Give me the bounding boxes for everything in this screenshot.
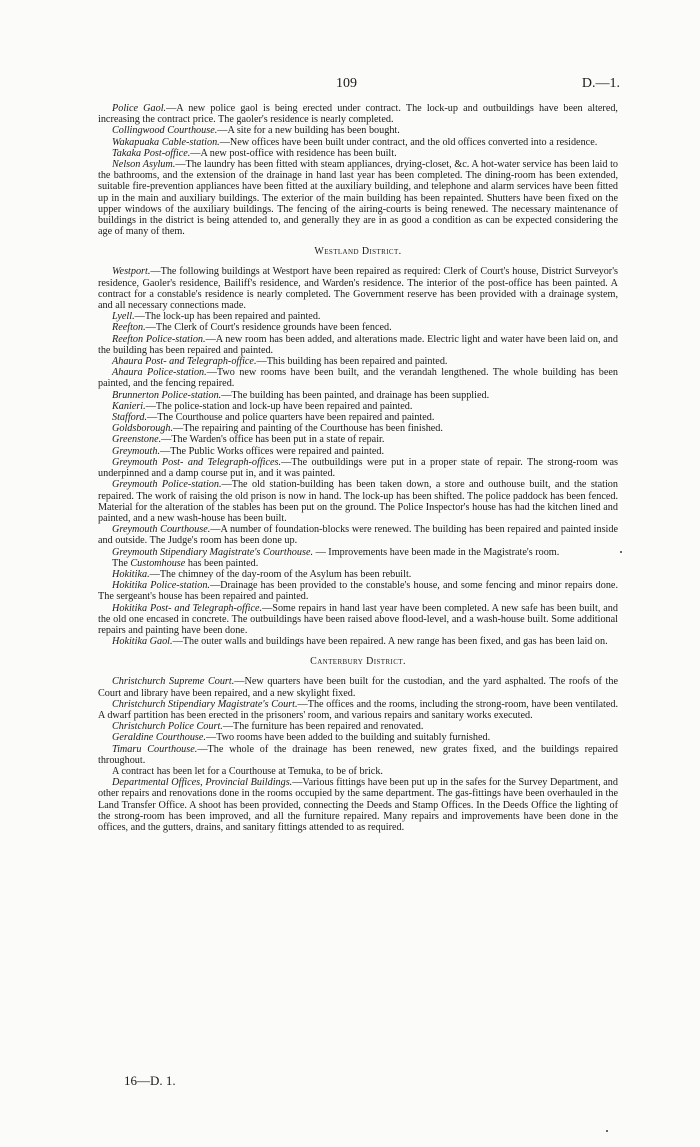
- entry-heading: Goldsborough.: [112, 423, 174, 435]
- entry-text: —The whole of the drainage has been renewed, new grates fixed, and the buildings repaired throughout.: [98, 743, 618, 766]
- entry-text: —The building has been painted, and drainage has been supplied.: [221, 389, 490, 401]
- document-body: [98, 103, 618, 833]
- entry-text: —Drainage has been provided to the constable's house, and some fencing and minor repairs done. The sergeant's house has been repaired and painted.: [98, 580, 618, 603]
- entry-heading: Hokitika.: [112, 568, 150, 580]
- entry-text: —The Warden's office has been put in a state of repair.: [161, 434, 385, 446]
- paragraph-entry: [98, 356, 618, 367]
- entry-heading: Greymouth Courthouse.: [112, 524, 211, 536]
- entry-text: —New offices have been built under contract, and the old offices converted into a residence.: [219, 136, 598, 148]
- paragraph-entry: [98, 390, 618, 401]
- entry-text: —Two new rooms have been built, and the verandah lengthened. The whole building has been painted, and the fencing repaired.: [98, 367, 618, 390]
- entry-heading: Kanieri.: [112, 400, 146, 412]
- paragraph-entry: [98, 148, 618, 159]
- canterbury-heading: Canterbury District.: [310, 656, 406, 668]
- paragraph-entry: [98, 446, 618, 457]
- entry-text: —The chimney of the day-room of the Asylum has been rebuilt.: [149, 568, 412, 580]
- entry-heading: Greymouth Stipendiary Magistrate's Courthouse.: [112, 546, 314, 558]
- entry-heading: Timaru Courthouse.: [112, 743, 198, 755]
- paragraph-entry: [98, 766, 618, 777]
- entry-heading: Christchurch Stipendiary Magistrate's Court.: [112, 698, 298, 710]
- paragraph-entry: [98, 580, 618, 602]
- entry-heading: Police Gaol.: [112, 103, 167, 114]
- entry-heading: Greymouth Post- and Telegraph-offices.: [112, 456, 282, 468]
- entry-heading: Collingwood Courthouse.: [112, 125, 218, 137]
- westland-heading: Westland District.: [314, 246, 402, 258]
- entry-heading: Wakapuaka Cable-station.: [112, 136, 220, 148]
- entry-heading: Greenstone.: [112, 434, 162, 446]
- entry-text: —The Public Works offices were repaired and painted.: [160, 445, 384, 457]
- paragraph-entry: [98, 732, 618, 743]
- entry-text: —Various fittings have been put up in the safes for the Survey Department, and other repairs and renovations done in the rooms occupied by the same department. The gas-fittings have been overhauled in the Land Transfer Office. A shoot has been provided, connecting the Deeds and Stamp Offices. In the Deeds Office the lighting of the strong-room has been improved, and all the furniture repaired. Many repairs and improvements have been done in the offices, and the gutters, drains, and sanitary fittings attended to as required.: [98, 777, 618, 833]
- entry-heading: Hokitika Gaol.: [112, 636, 173, 648]
- entry-text: —The furniture has been repaired and renovated.: [222, 721, 424, 733]
- entry-text: —The outer walls and buildings have been repaired. A new range has been fixed, and gas has been laid on.: [172, 636, 608, 648]
- entry-heading: Customhouse: [130, 557, 186, 569]
- paragraph-entry: [98, 721, 618, 732]
- paragraph-entry: [98, 558, 618, 569]
- entry-heading: Geraldine Courthouse.: [112, 732, 206, 744]
- paragraph-entry: [98, 103, 618, 125]
- paragraph-entry: [98, 524, 618, 546]
- entry-text: —The Courthouse and police quarters have been repaired and painted.: [147, 412, 435, 424]
- entry-heading: Greymouth Police-station.: [112, 479, 222, 491]
- entry-text: —New quarters have been built for the custodian, and the yard asphalted. The roofs of the Court and library have been repaired, and a new skylight fixed.: [98, 676, 619, 699]
- entry-text: —Two rooms have been added to the building and suitably furnished.: [205, 732, 491, 744]
- entry-heading: Nelson Asylum.: [112, 159, 176, 171]
- paragraph-entry: [98, 322, 618, 333]
- entry-text: —This building has been repaired and painted.: [256, 356, 448, 368]
- entry-text: —The outbuildings were put in a proper state of repair. The strong-room was underpinned and a damp course put in, and it was painted.: [98, 456, 618, 480]
- paragraph-entry: [98, 334, 618, 356]
- paragraph-entry: [98, 412, 618, 423]
- paragraph-entry: [98, 125, 618, 136]
- paragraph-entry: [98, 159, 618, 237]
- entry-heading: Takaka Post-office.: [112, 147, 191, 159]
- page-number: 109: [336, 76, 357, 91]
- entry-text: —The police-station and lock-up have been repaired and painted.: [145, 400, 413, 412]
- paragraph-entry: [98, 479, 618, 524]
- entry-text: —A new police gaol is being erected under contract. The lock-up and outbuildings have been altered, increasing the contract price. The gaoler's residence is nearly completed.: [98, 103, 618, 126]
- paragraph-entry: [98, 777, 618, 833]
- entry-heading: Stafford.: [112, 412, 147, 424]
- print-speck: [606, 1130, 608, 1132]
- entry-heading: Reefton.: [112, 322, 146, 334]
- entry-text: has been painted.: [185, 557, 259, 569]
- paragraph-entry: [98, 311, 618, 322]
- paragraph-entry: [98, 401, 618, 412]
- entry-heading: Westport.: [112, 266, 151, 278]
- entry-text: —The offices and the rooms, including the strong-room, have been ventilated. A dwarf partition has been erected in the prisoners' room, and various repairs and sanitary works executed.: [98, 698, 618, 721]
- paragraph-entry: [98, 636, 618, 647]
- paragraph-entry: [98, 137, 618, 148]
- entry-text: —The lock-up has been repaired and painted.: [134, 311, 321, 323]
- entry-prefix: The: [112, 557, 131, 569]
- paragraph-entry: [98, 367, 618, 389]
- document-reference: D.—1.: [581, 76, 620, 91]
- entry-text: —A new post-office with residence has been built.: [190, 147, 397, 159]
- canterbury-entries: [98, 676, 618, 833]
- entry-heading: Ahaura Post- and Telegraph-office.: [112, 356, 257, 368]
- paragraph-entry: [98, 266, 618, 311]
- entry-heading: Hokitika Police-station.: [112, 580, 210, 592]
- entry-heading: Christchurch Supreme Court.: [112, 676, 235, 688]
- entry-text: —The laundry has been fitted with steam appliances, drying-closet, &c. A hot-water service has been laid to the bathrooms, and the extension of the drainage in hand last year has been completed. The dining-room has been extended, suitable fire-prevention appliances have been fitted at the auxiliary building, and telephone and alarm services have been fitted up in the main and auxiliary buildings. The exterior of the main building has been repainted. Shutters have been fixed on the upper windows of the auxiliary buildings. The fencing of the airing-courts is being renewed. The necessary maintenance of buildings in the district is being attended to, and generally they are in as good a condition as can be expected considering the age of many of them.: [98, 159, 618, 238]
- entry-heading: Greymouth.: [112, 445, 161, 457]
- entry-text: —A site for a new building has been bought.: [217, 125, 400, 137]
- signature-mark: 16—D. 1.: [124, 1073, 176, 1088]
- entry-text: —The following buildings at Westport have been repaired as required: Clerk of Court's house, District Surveyor's residence, Gaoler's residence, Bailiff's residence, and Warden's residence. The interior of the post-office has been painted. A contract for a constable's residence is nearly completed. The Government reserve has been provided with a drainage system, and all necessary connections made.: [98, 266, 618, 312]
- paragraph-entry: [98, 744, 618, 766]
- paragraph-entry: [98, 569, 618, 580]
- entry-text: — Improvements have been made in the Magistrate's room.: [313, 546, 560, 558]
- entry-text: —Some repairs in hand last year have been completed. A new safe has been built, and the old one encased in concrete. The outbuildings have been raised above flood-level, and a wash-house built. Some additional repairs and painting have been done.: [98, 602, 618, 636]
- westland-entries: [98, 266, 618, 647]
- entry-prefix: A contract has been let for a Courthouse at Temuka, to be of brick.: [112, 765, 383, 777]
- paragraph-entry: [98, 603, 618, 637]
- paragraph-entry: [98, 434, 618, 445]
- entry-heading: Lyell.: [112, 311, 135, 323]
- entry-heading: Ahaura Police-station.: [112, 367, 207, 379]
- entry-heading: Christchurch Police Court.: [112, 721, 223, 733]
- print-speck: [620, 551, 622, 553]
- entry-heading: Departmental Offices, Provincial Buildings.: [112, 777, 293, 789]
- entry-text: —The Clerk of Court's residence grounds have been fenced.: [145, 322, 392, 334]
- entry-heading: Reefton Police-station.: [112, 333, 206, 345]
- paragraph-entry: [98, 676, 618, 698]
- entry-text: —A number of foundation-blocks were renewed. The building has been repaired and painted inside and outside. The Judge's room has been done up.: [98, 524, 618, 547]
- entry-heading: Brunnerton Police-station.: [112, 389, 222, 401]
- paragraph-entry: [98, 547, 618, 558]
- nelson-entries: [98, 103, 618, 237]
- entry-heading: Hokitika Post- and Telegraph-office.: [112, 602, 263, 614]
- entry-text: —The old station-building has been taken down, a store and outhouse built, and the station repaired. The work of raising the old prison is now in hand. The lock-up has been shifted. The police paddock has been fenced. Material for the alteration of the stables has been put on the ground. The Police Inspector's house has had the kitchen lined and painted, and a new wash-house has been built.: [98, 479, 618, 524]
- paragraph-entry: [98, 457, 618, 479]
- paragraph-entry: [98, 699, 618, 721]
- entry-text: —The repairing and painting of the Courthouse has been finished.: [173, 423, 443, 435]
- page-header: [0, 76, 700, 96]
- entry-text: —A new room has been added, and alterations made. Electric light and water have been laid on, and the building has been repaired and painted.: [98, 333, 618, 356]
- paragraph-entry: [98, 423, 618, 434]
